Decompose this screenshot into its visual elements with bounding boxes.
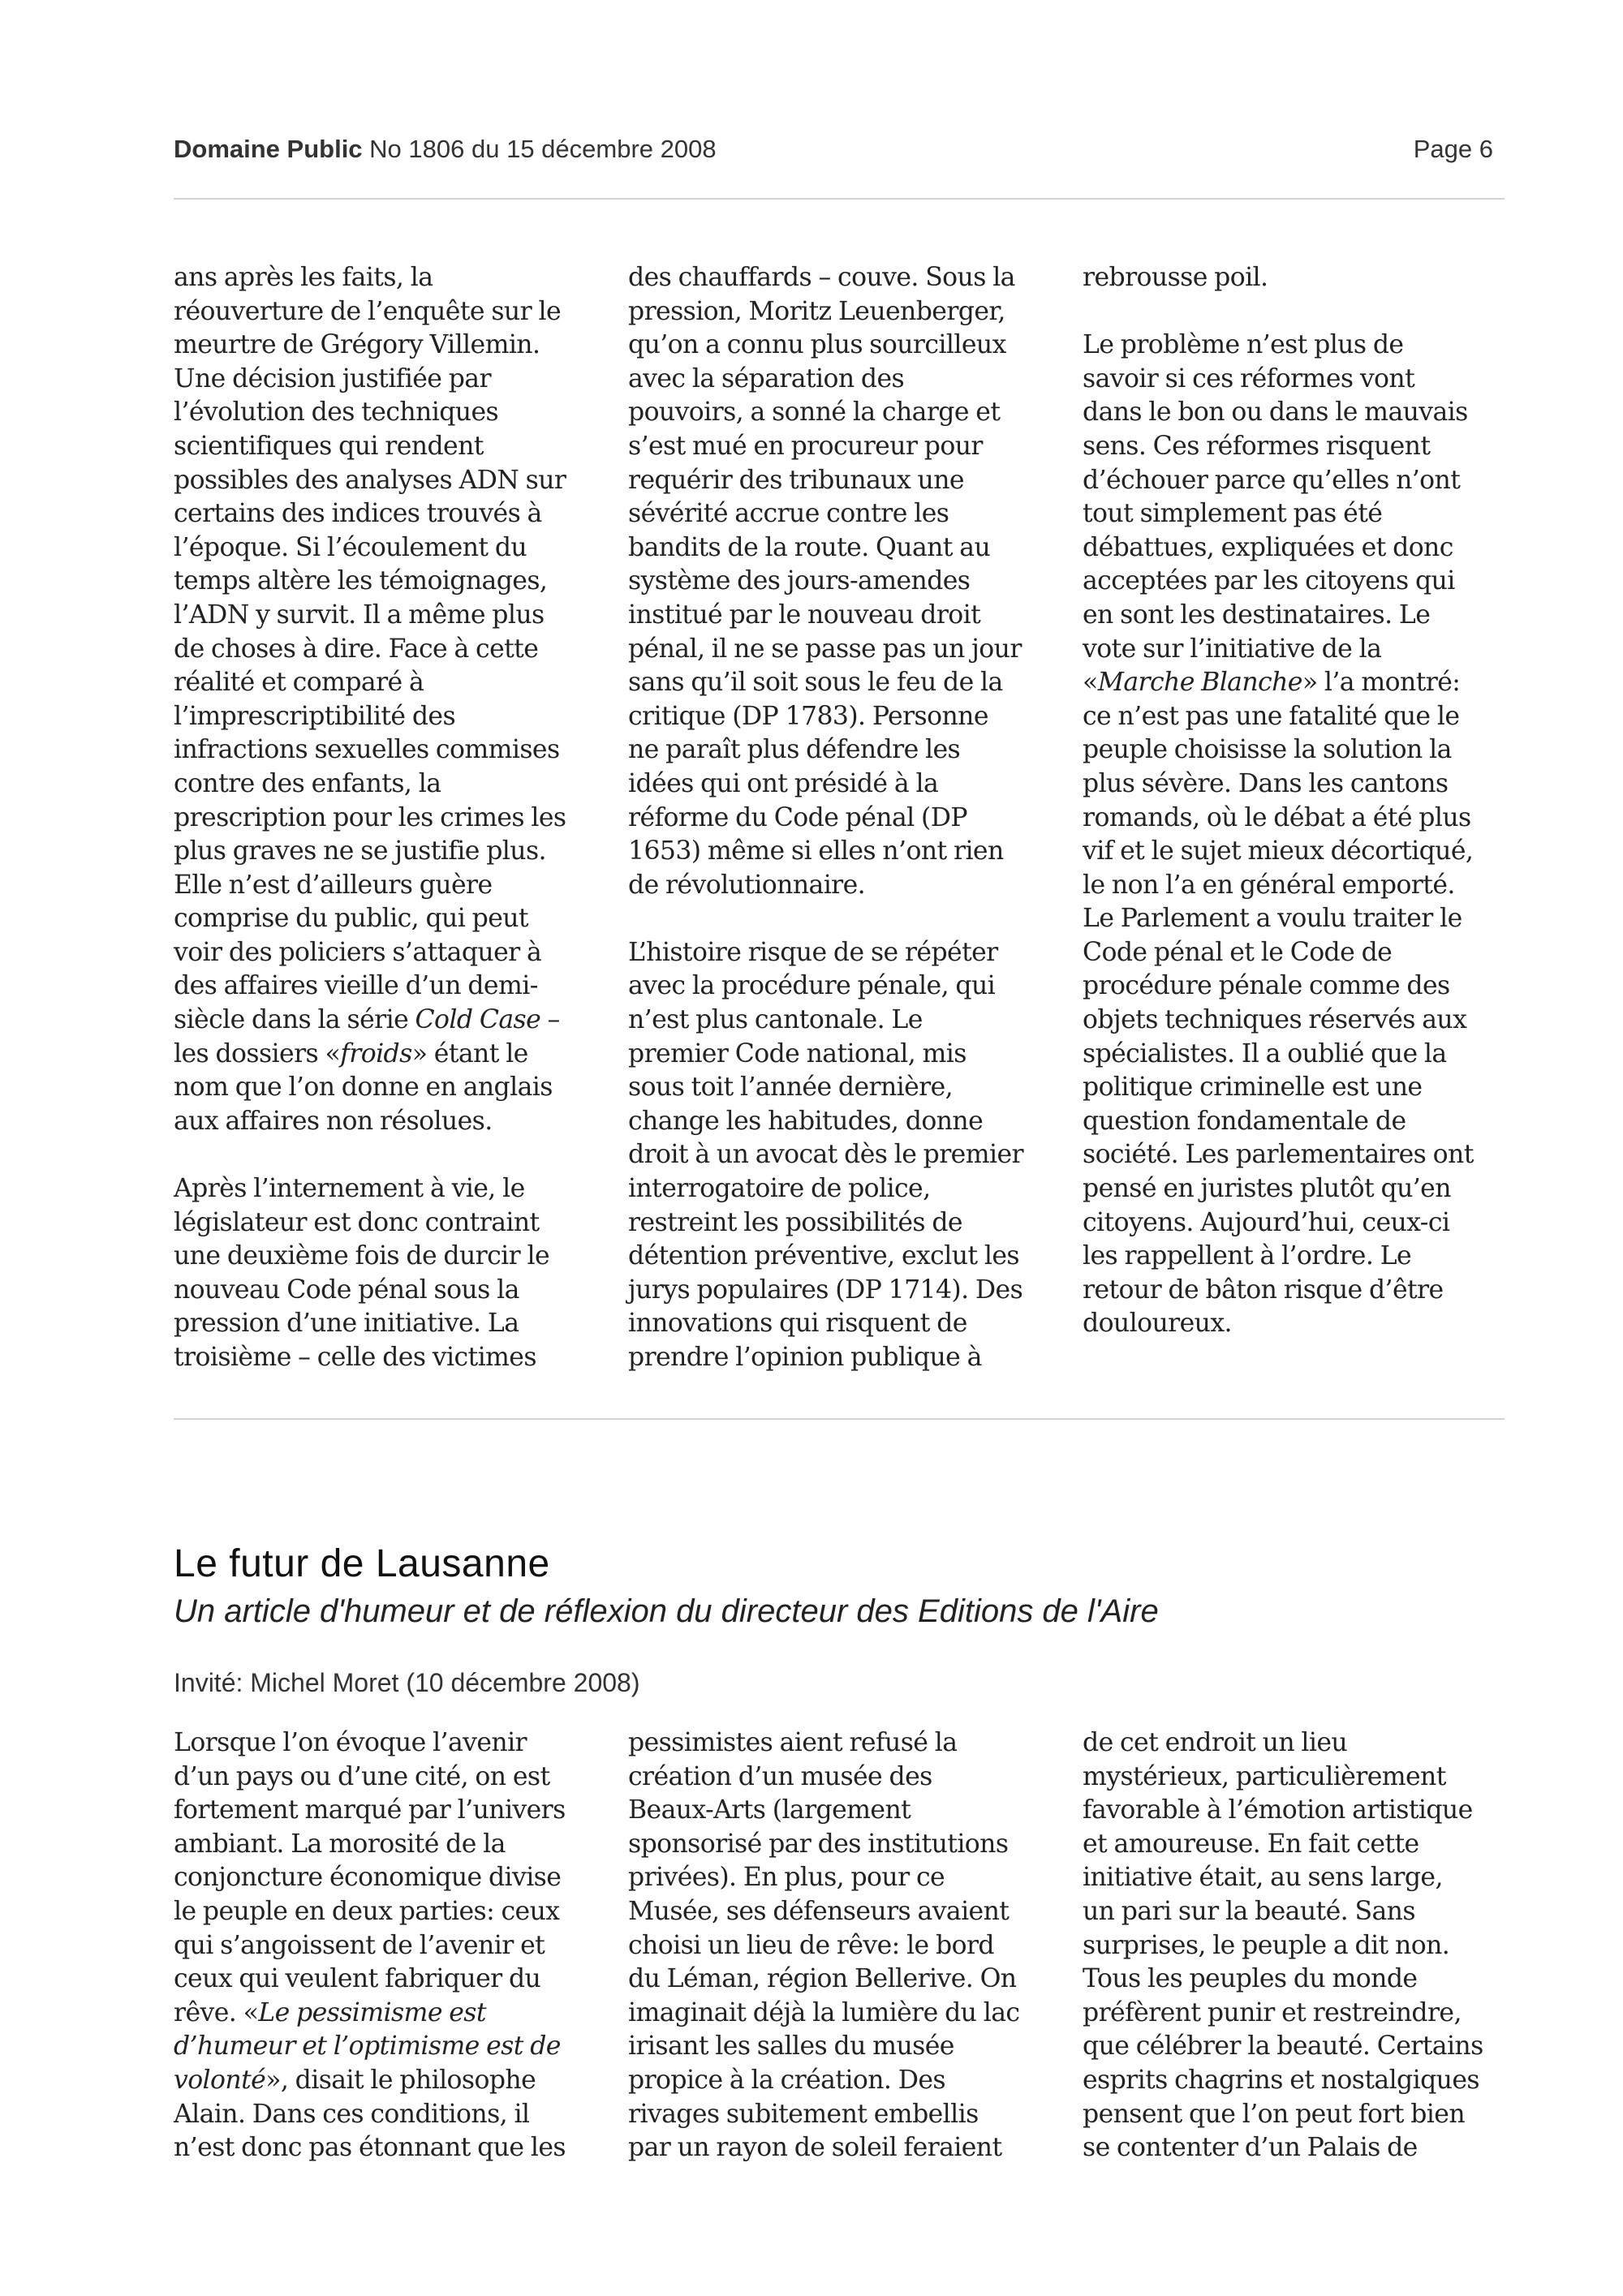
text-line: pression, Moritz Leuenberger, xyxy=(628,296,1005,326)
text-line: vif et le sujet mieux décortiqué, xyxy=(1083,836,1474,866)
text-line: l’imprescriptibilité des xyxy=(174,701,456,731)
text-line: de choses à dire. Face à cette xyxy=(174,634,539,664)
text-line: Musée, ses défenseurs avaient xyxy=(628,1896,1010,1926)
text-line: irisant les salles du musée xyxy=(628,2032,954,2062)
text-line: les rappellent à l’ordre. Le xyxy=(1083,1241,1412,1271)
article-1-paragraph xyxy=(174,261,596,1138)
text-line: initiative était, au sens large, xyxy=(1083,1863,1443,1893)
text-line: rivages subitement embellis xyxy=(628,2099,979,2129)
text-line: n’est donc pas étonnant que les xyxy=(174,2133,566,2163)
article-1-column-2 xyxy=(628,261,1050,1375)
text-line: avec la séparation des xyxy=(628,363,905,393)
text-line: réouverture de l’enquête sur le xyxy=(174,296,561,326)
text-line: d’humeur et l’optimisme est de xyxy=(174,2032,561,2062)
text-line: avec la procédure pénale, qui xyxy=(628,971,996,1001)
article-1-paragraph xyxy=(174,1172,596,1375)
text-line: législateur est donc contraint xyxy=(174,1207,540,1237)
text-line: par un rayon de soleil feraient xyxy=(628,2133,1002,2163)
text-line: fortement marqué par l’univers xyxy=(174,1795,566,1825)
text-line: le non l’a en général emporté. xyxy=(1083,870,1455,900)
text-line: question fondamentale de xyxy=(1083,1106,1406,1136)
header-divider xyxy=(174,198,1505,200)
text-line: pensé en juristes plutôt qu’en xyxy=(1083,1174,1451,1204)
article-byline: Invité: Michel Moret (10 décembre 2008) xyxy=(174,1668,640,1697)
text-line: des affaires vieille d’un demi- xyxy=(174,971,538,1001)
page-header xyxy=(174,135,1505,167)
text-line: prescription pour les crimes les xyxy=(174,802,566,832)
text-line: pouvoirs, a sonné la charge et xyxy=(628,398,1001,428)
text-line: qui s’angoissent de l’avenir et xyxy=(174,1930,545,1960)
text-line: du Léman, région Bellerive. On xyxy=(628,1964,1017,1994)
article-2-paragraph xyxy=(1083,1726,1505,2165)
text-line: rêve. «Le pessimisme est xyxy=(174,1997,486,2027)
text-line: ambiant. La morosité de la xyxy=(174,1829,506,1859)
text-line: système des jours-amendes xyxy=(628,566,971,596)
text-line: privées). En plus, pour ce xyxy=(628,1863,945,1893)
text-line: préfèrent punir et restreindre, xyxy=(1083,1997,1462,2027)
text-line: certains des indices trouvés à xyxy=(174,499,542,529)
text-line: favorable à l’émotion artistique xyxy=(1083,1795,1473,1825)
text-line: premier Code national, mis xyxy=(628,1038,966,1068)
article-1-paragraph xyxy=(1083,329,1505,1341)
text-line: volonté», disait le philosophe xyxy=(174,2065,536,2095)
text-line: troisième – celle des victimes xyxy=(174,1343,536,1372)
text-line: change les habitudes, donne xyxy=(628,1106,984,1136)
article-1-column-1 xyxy=(174,261,596,1375)
text-line: les dossiers «froids» étant le xyxy=(174,1038,528,1068)
text-line: Code pénal et le Code de xyxy=(1083,937,1393,967)
text-line: plus graves ne se justifie plus. xyxy=(174,836,546,866)
text-line: et amoureuse. En fait cette xyxy=(1083,1829,1419,1859)
article-2-paragraph xyxy=(628,1726,1050,2165)
text-line: de cet endroit un lieu xyxy=(1083,1728,1348,1757)
article-divider xyxy=(174,1418,1505,1420)
article-1-column-3 xyxy=(1083,261,1505,1341)
text-line: voir des policiers s’attaquer à xyxy=(174,937,542,967)
text-line: sens. Ces réformes risquent xyxy=(1083,431,1431,461)
text-line: un pari sur la beauté. Sans xyxy=(1083,1896,1415,1926)
text-line: acceptées par les citoyens qui xyxy=(1083,566,1455,596)
text-line: citoyens. Aujourd’hui, ceux-ci xyxy=(1083,1207,1450,1237)
text-line: sous toit l’année dernière, xyxy=(628,1073,954,1103)
text-line: Tous les peuples du monde xyxy=(1083,1964,1418,1994)
article-2-paragraph xyxy=(174,1726,596,2165)
text-line: critique (DP 1783). Personne xyxy=(628,701,988,731)
text-line: se contenter d’un Palais de xyxy=(1083,2133,1418,2163)
text-line: pensent que l’on peut fort bien xyxy=(1083,2099,1466,2129)
text-line: contre des enfants, la xyxy=(174,768,441,798)
text-line: Lorsque l’on évoque l’avenir xyxy=(174,1728,527,1757)
article-1-paragraph xyxy=(628,936,1050,1375)
text-line: temps altère les témoignages, xyxy=(174,566,548,596)
text-line: prendre l’opinion publique à xyxy=(628,1343,982,1372)
text-line: savoir si ces réformes vont xyxy=(1083,363,1415,393)
text-line: surprises, le peuple a dit non. xyxy=(1083,1930,1450,1960)
text-line: en sont les destinataires. Le xyxy=(1083,600,1431,630)
text-line: création d’un musée des xyxy=(628,1761,932,1791)
text-line: sévérité accrue contre les xyxy=(628,499,949,529)
text-line: interrogatoire de police, xyxy=(628,1174,931,1204)
text-line: vote sur l’initiative de la xyxy=(1083,634,1382,664)
text-line: douloureux. xyxy=(1083,1309,1232,1339)
text-line: «Marche Blanche» l’a montré: xyxy=(1083,668,1461,698)
text-line: Elle n’est d’ailleurs guère xyxy=(174,870,493,900)
text-line: comprise du public, qui peut xyxy=(174,904,528,934)
text-line: Le problème n’est plus de xyxy=(1083,330,1404,360)
text-line: scientifiques qui rendent xyxy=(174,431,484,461)
text-line: Beaux-Arts (largement xyxy=(628,1795,911,1825)
text-line: politique criminelle est une xyxy=(1083,1073,1423,1103)
text-line: L’histoire risque de se répéter xyxy=(628,937,998,967)
text-line: d’échouer parce qu’elles n’ont xyxy=(1083,465,1461,495)
text-line: rebrousse poil. xyxy=(1083,263,1268,292)
text-line: aux affaires non résolues. xyxy=(174,1106,493,1136)
text-line: imaginait déjà la lumière du lac xyxy=(628,1997,1020,2027)
page-number: Page 6 xyxy=(1413,135,1493,163)
text-line: procédure pénale comme des xyxy=(1083,971,1450,1001)
text-line: infractions sexuelles commises xyxy=(174,735,560,765)
text-line: n’est plus cantonale. Le xyxy=(628,1005,923,1035)
text-line: l’ADN y survit. Il a même plus xyxy=(174,600,545,630)
text-line: s’est mué en procureur pour xyxy=(628,431,983,461)
text-line: jurys populaires (DP 1714). Des xyxy=(628,1275,1023,1305)
text-line: sans qu’il soit sous le feu de la xyxy=(628,668,1003,698)
text-line: institué par le nouveau droit xyxy=(628,600,981,630)
text-line: une deuxième fois de durcir le xyxy=(174,1241,550,1271)
text-line: ne paraît plus défendre les xyxy=(628,735,961,765)
text-line: meurtre de Grégory Villemin. xyxy=(174,330,540,360)
text-line: société. Les parlementaires ont xyxy=(1083,1140,1474,1170)
text-line: qu’on a connu plus sourcilleux xyxy=(628,330,1006,360)
text-line: choisi un lieu de rêve: le bord xyxy=(628,1930,994,1960)
text-line: pénal, il ne se passe pas un jour xyxy=(628,634,1022,664)
text-line: propice à la création. Des xyxy=(628,2065,945,2095)
article-1-paragraph xyxy=(1083,261,1505,295)
publication-name: Domaine Public xyxy=(174,135,363,163)
text-line: nouveau Code pénal sous la xyxy=(174,1275,519,1305)
text-line: le peuple en deux parties: ceux xyxy=(174,1896,560,1926)
text-line: restreint les possibilités de xyxy=(628,1207,962,1237)
article-1-paragraph xyxy=(628,261,1050,902)
article-subtitle: Un article d'humeur et de réflexion du directeur des Editions de l'Aire xyxy=(174,1593,1159,1629)
text-line: objets techniques réservés aux xyxy=(1083,1005,1467,1035)
text-line: de révolutionnaire. xyxy=(628,870,866,900)
article-2-column-1 xyxy=(174,1726,596,2165)
text-line: innovations qui risquent de xyxy=(628,1309,967,1339)
text-line: d’un pays ou d’une cité, on est xyxy=(174,1761,550,1791)
text-line: nom que l’on donne en anglais xyxy=(174,1073,553,1103)
text-line: réalité et comparé à xyxy=(174,668,424,698)
article-2-column-2 xyxy=(628,1726,1050,2165)
text-line: bandits de la route. Quant au xyxy=(628,532,991,562)
text-line: sponsorisé par des institutions xyxy=(628,1829,1009,1859)
text-line: réforme du Code pénal (DP xyxy=(628,802,967,832)
text-line: débattues, expliquées et donc xyxy=(1083,532,1453,562)
text-line: requérir des tribunaux une xyxy=(628,465,964,495)
text-line: siècle dans la série Cold Case – xyxy=(174,1005,560,1035)
text-line: l’époque. Si l’écoulement du xyxy=(174,532,527,562)
article-title: Le futur de Lausanne xyxy=(174,1542,550,1585)
text-line: conjoncture économique divise xyxy=(174,1863,562,1893)
text-line: des chauffards – couve. Sous la xyxy=(628,263,1015,292)
text-line: possibles des analyses ADN sur xyxy=(174,465,566,495)
text-line: 1653) même si elles n’ont rien xyxy=(628,836,1004,866)
text-line: peuple choisisse la solution la xyxy=(1083,735,1452,765)
text-line: dans le bon ou dans le mauvais xyxy=(1083,398,1468,428)
text-line: pression d’une initiative. La xyxy=(174,1309,519,1339)
text-line: plus sévère. Dans les cantons xyxy=(1083,768,1449,798)
text-line: pessimistes aient refusé la xyxy=(628,1728,958,1757)
text-line: ce n’est pas une fatalité que le xyxy=(1083,701,1460,731)
text-line: l’évolution des techniques xyxy=(174,398,499,428)
text-line: idées qui ont présidé à la xyxy=(628,768,939,798)
text-line: tout simplement pas été xyxy=(1083,499,1383,529)
text-line: esprits chagrins et nostalgiques xyxy=(1083,2065,1479,2095)
text-line: mystérieux, particulièrement xyxy=(1083,1761,1446,1791)
text-line: droit à un avocat dès le premier xyxy=(628,1140,1023,1170)
text-line: Alain. Dans ces conditions, il xyxy=(174,2099,530,2129)
text-line: détention préventive, exclut les xyxy=(628,1241,1019,1271)
article-2-column-3 xyxy=(1083,1726,1505,2165)
text-line: romands, où le débat a été plus xyxy=(1083,802,1471,832)
text-line: spécialistes. Il a oublié que la xyxy=(1083,1038,1447,1068)
text-line: ans après les faits, la xyxy=(174,263,433,292)
text-line: Après l’internement à vie, le xyxy=(174,1174,525,1204)
text-line: que célébrer la beauté. Certains xyxy=(1083,2032,1483,2062)
text-line: retour de bâton risque d’être xyxy=(1083,1275,1444,1305)
text-line: ceux qui veulent fabriquer du xyxy=(174,1964,541,1994)
issue-info: No 1806 du 15 décembre 2008 xyxy=(369,135,717,163)
text-line: Le Parlement a voulu traiter le xyxy=(1083,904,1462,934)
text-line: Une décision justifiée par xyxy=(174,363,491,393)
